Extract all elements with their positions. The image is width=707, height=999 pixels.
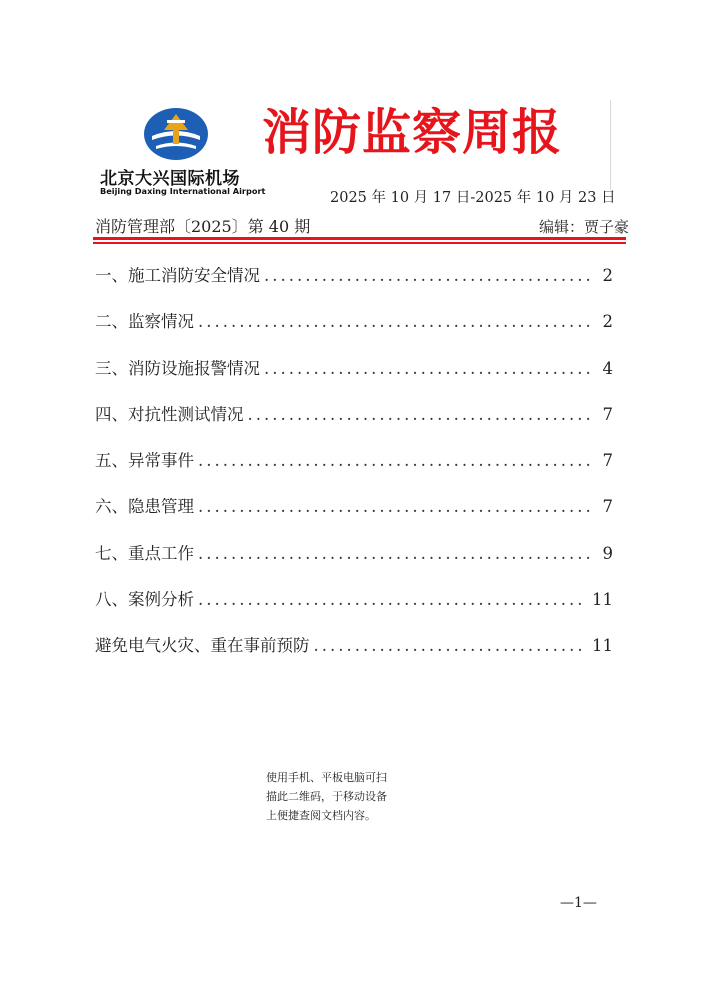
header-red-rule-thick (93, 237, 626, 240)
date-range: 2025 年 10 月 17 日-2025 年 10 月 23 日 (330, 190, 616, 206)
toc-entry-label: 五、异常事件 (95, 451, 194, 471)
toc-dot-leader (248, 405, 596, 424)
toc-entry-page: 2 (602, 266, 613, 285)
toc-entry-label: 避免电气火灾、重在事前预防 (95, 636, 310, 656)
toc-entry-label: 四、对抗性测试情况 (95, 404, 244, 424)
toc-dot-leader (198, 312, 595, 331)
qr-note-line: 描此二维码，于移动设备 (266, 790, 387, 803)
airport-logo-icon (142, 106, 210, 162)
toc-entry-page: 11 (592, 590, 613, 610)
toc-entry-page: 2 (602, 312, 613, 332)
header-red-rule-thin (93, 242, 626, 244)
toc-dot-leader (198, 451, 595, 470)
toc-entry-label: 六、隐患管理 (95, 497, 194, 517)
toc-entry[interactable] (95, 632, 613, 678)
toc-entry-label: 一、施工消防安全情况 (95, 266, 260, 285)
toc-entry-page: 7 (602, 404, 613, 424)
toc-dot-leader (314, 636, 587, 655)
airport-logo (100, 106, 266, 202)
qr-note-line: 上便捷查阅文档内容。 (266, 809, 376, 822)
toc-dot-leader (264, 359, 595, 378)
toc-entry[interactable] (95, 262, 613, 308)
toc-entry[interactable] (95, 540, 613, 586)
toc-dot-leader (198, 544, 595, 563)
toc-entry[interactable] (95, 447, 613, 493)
toc-entry-label: 二、监察情况 (95, 312, 194, 332)
editor-name: 编辑：贾子豪 (538, 218, 629, 236)
toc-entry[interactable] (95, 355, 613, 401)
logo-chinese-name: 北京大兴国际机场 (100, 169, 240, 189)
toc-entry-label: 三、消防设施报警情况 (95, 358, 260, 378)
toc-entry-label: 七、重点工作 (95, 543, 194, 563)
toc-dot-leader (264, 266, 595, 285)
issue-number: 消防管理部〔2025〕第 40 期 (95, 217, 311, 236)
toc-entry-page: 11 (592, 636, 613, 656)
table-of-contents (95, 262, 613, 679)
toc-entry-page: 4 (602, 358, 613, 378)
logo-english-name: Beijing Daxing International Airport (100, 186, 266, 196)
toc-entry[interactable] (95, 308, 613, 354)
toc-entry[interactable] (95, 586, 613, 632)
toc-entry[interactable] (95, 401, 613, 447)
qr-code-note (266, 768, 387, 825)
report-title: 消防监察周报 (262, 103, 563, 161)
toc-entry-page: 9 (602, 543, 613, 563)
toc-entry-page: 7 (602, 451, 613, 471)
title-divider (610, 100, 611, 190)
toc-dot-leader (198, 590, 586, 609)
toc-entry[interactable] (95, 493, 613, 539)
page-number: —1— (560, 895, 597, 911)
qr-note-line: 使用手机、平板电脑可扫 (266, 771, 387, 784)
toc-dot-leader (198, 497, 595, 516)
toc-entry-label: 八、案例分析 (95, 590, 194, 610)
toc-entry-page: 7 (602, 497, 613, 517)
